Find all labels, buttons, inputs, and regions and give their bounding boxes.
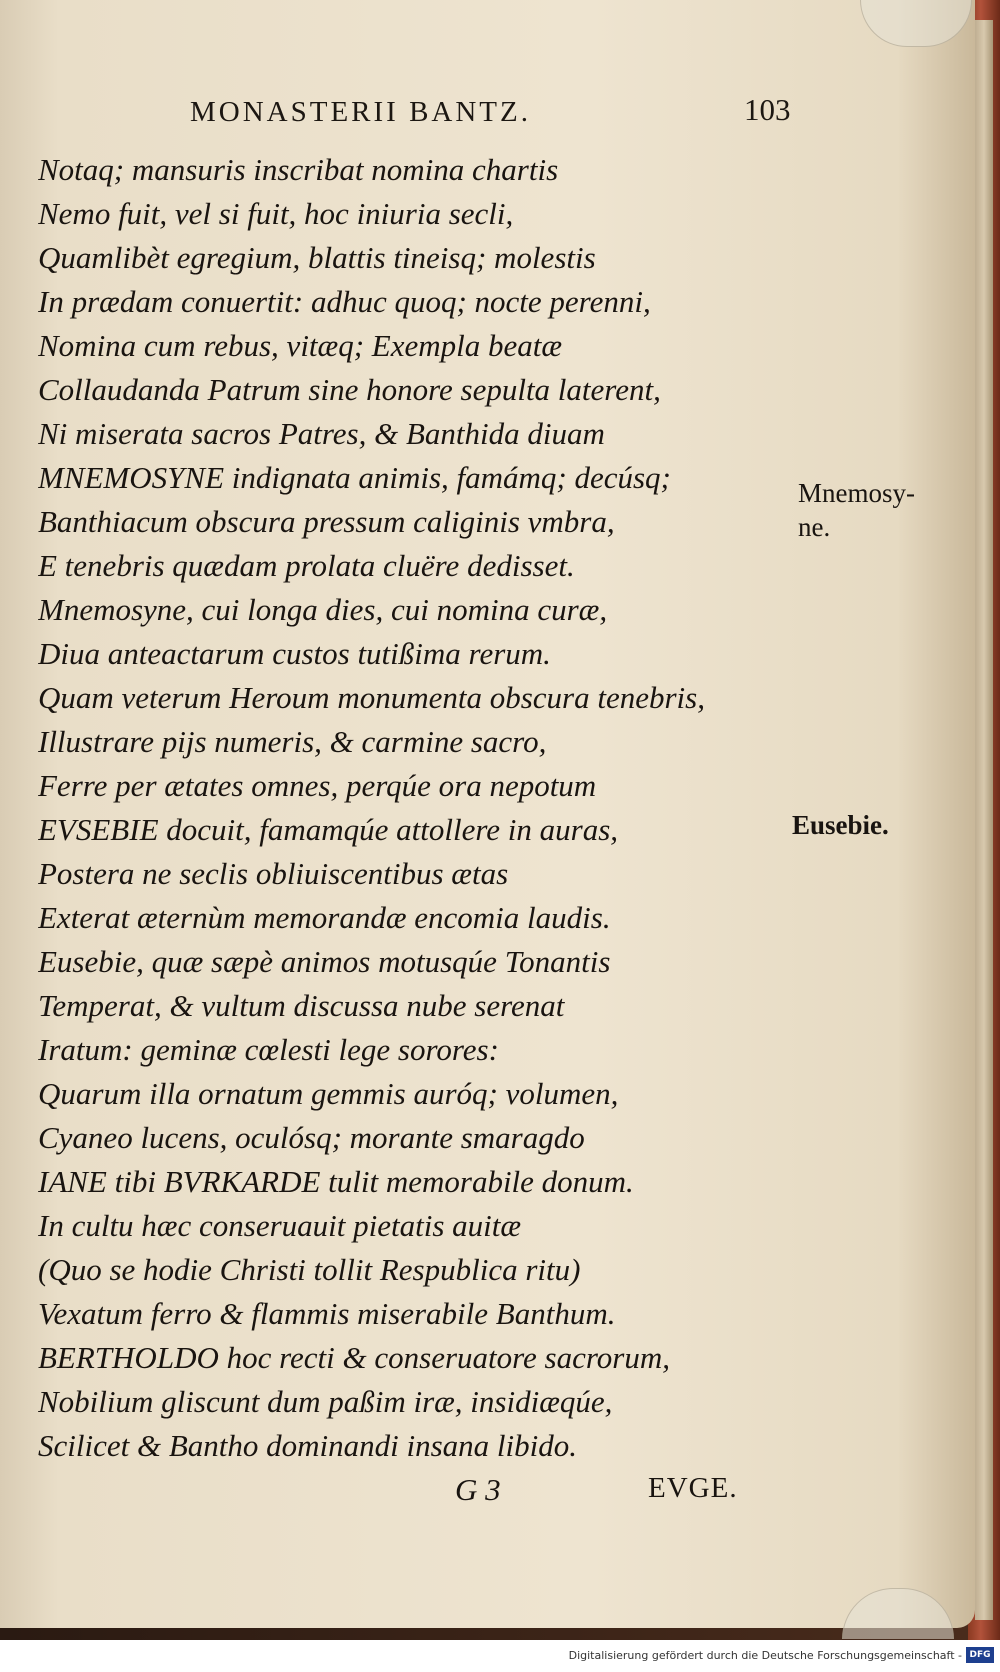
verse-line: MNEMOSYNE indignata animis, famámq; decúsq; [38,460,671,495]
verse-line: Notaq; mansuris inscribat nomina chartis [38,152,559,187]
verse-line: Iratum: geminæ cœlesti lege sorores: [38,1032,499,1067]
verse-line: Nomina cum rebus, vitæq; Exempla beatæ [38,328,563,363]
verse-line: Quamlibèt egregium, blattis tineisq; molestis [38,240,596,275]
marginal-note-line: Mnemosy- [798,478,915,508]
verse-line: Illustrare pijs numeris, & carmine sacro, [38,724,547,759]
verse-line: Ni miserata sacros Patres, & Banthida diuam [38,416,605,451]
page-number: 103 [744,92,791,127]
verse-line: Banthiacum obscura pressum caliginis vmbra, [38,504,615,539]
verse-line: In cultu hæc conseruauit pietatis auitæ [38,1208,522,1243]
verse-line: Diua anteactarum custos tutißima rerum. [38,636,551,671]
running-head: MONASTERII BANTZ. [190,96,531,128]
verse-line: Quam veterum Heroum monumenta obscura tenebris, [38,680,705,715]
verse-line: EVSEBIE docuit, famamqúe attollere in auras, [38,812,619,847]
marginal-note-eusebie: Eusebie. [792,810,889,840]
verse-line: (Quo se hodie Christi tollit Respublica ritu) [38,1252,581,1287]
verse-line: Ferre per ætates omnes, perqúe ora nepotum [38,768,597,803]
verse-line: E tenebris quædam prolata cluëre dedisset. [38,548,575,583]
verse-line: Cyaneo lucens, oculósq; morante smaragdo [38,1120,585,1155]
next-page-edge [975,20,993,1620]
verse-line: BERTHOLDO hoc recti & conseruatore sacrorum, [38,1340,670,1375]
verse-line: Nemo fuit, vel si fuit, hoc iniuria secli, [38,196,514,231]
verse-line: Scilicet & Bantho dominandi insana libido. [38,1428,578,1463]
verse-line: Mnemosyne, cui longa dies, cui nomina curæ, [38,592,608,627]
catchword: EVGE. [648,1472,738,1504]
verse-line: IANE tibi BVRKARDE tulit memorabile donum. [38,1164,634,1199]
credit-text: Digitalisierung gefördert durch die Deutsche Forschungsgemeinschaft - [568,1649,962,1662]
marginal-note-line: ne. [798,512,831,542]
digitization-credit-bar [0,1640,1000,1672]
verse-line: Temperat, & vultum discussa nube serenat [38,988,565,1023]
verse-line: Vexatum ferro & flammis miserabile Banthum. [38,1296,616,1331]
verse-line: Quarum illa ornatum gemmis auróq; volumen, [38,1076,619,1111]
dfg-logo-icon: DFG [966,1647,994,1663]
verse-line: Nobilium gliscunt dum paßim iræ, insidiæqúe, [38,1384,613,1419]
verse-line: Collaudanda Patrum sine honore sepulta laterent, [38,372,661,407]
signature-mark: G 3 [455,1472,501,1507]
verse-line: Postera ne seclis obliuiscentibus ætas [38,856,509,891]
verse-line: In prædam conuertit: adhuc quoq; nocte perenni, [38,284,651,319]
verse-block [38,148,778,1468]
marginal-note-mnemosyne [798,476,948,544]
verse-line: Eusebie, quæ sæpè animos motusqúe Tonantis [38,944,611,979]
verse-line: Exterat æternùm memorandæ encomia laudis. [38,900,611,935]
